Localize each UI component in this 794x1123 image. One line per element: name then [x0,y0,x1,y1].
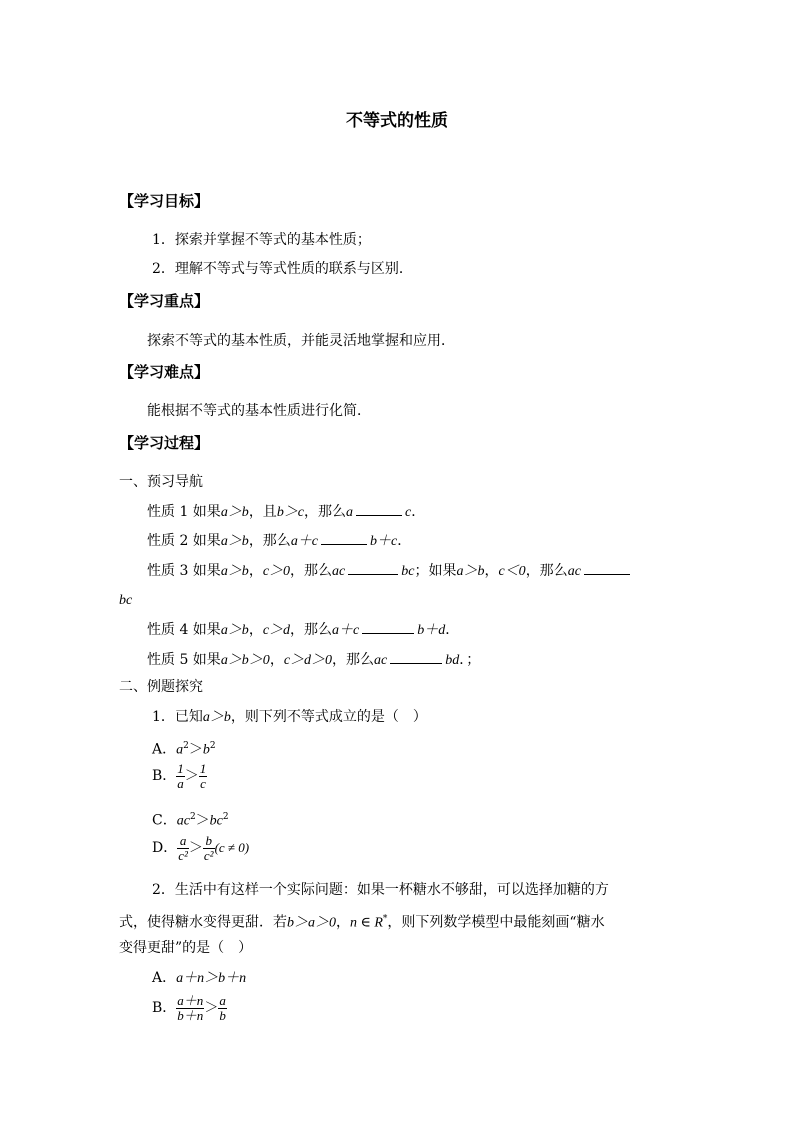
p5-then: ，那么 [332,652,375,668]
property-1 [147,501,425,523]
p4-sep: ， [248,622,263,638]
q1-b-den2: c [200,775,206,791]
q1-d-den1: c² [178,847,188,863]
difficulty-text: 能根据不等式的基本性质进行化简． [147,403,371,419]
p5-end: ．； [459,652,481,668]
p3-wrap: bc [119,593,133,608]
q2-b-label: B． [152,1000,177,1016]
q1-c-gt: ＞ [195,812,210,829]
q1-d-gt: ＞ [188,840,203,856]
q2-b-gt: ＞ [204,1000,219,1016]
p1-cond: a＞b [220,505,249,520]
p5-cond2: c＞d＞0 [283,653,333,668]
p3-sep: ， [248,563,263,579]
q2-a-label: A． [152,970,177,986]
p5-cond: a＞b＞0 [220,653,270,668]
q1-d-frac2 [203,834,215,863]
q1-a-expr: a [176,742,184,758]
q2-line2-sep: ， [336,914,350,931]
q1-a-exp: 2 [183,741,189,751]
property-3-wrap [119,590,132,611]
p4-cond: a＞b [220,623,249,638]
q1-b-den1: a [177,775,184,791]
p3-blank-1[interactable] [348,560,398,575]
q1-option-a[interactable] [152,736,216,761]
section-heading-difficulty: 【学习难点】 [119,363,210,381]
q2-line2-cond: b＞a＞0 [287,915,336,931]
q1-d-num1: a [177,834,189,849]
p4-label: 性质 4 如果 [147,622,221,638]
p3-mid: ；如果 [414,563,457,579]
p3-then: ，那么 [290,563,333,579]
p1-and: ，且 [248,504,277,520]
p3-lhs: ac [332,564,346,579]
q2-b-den2: b [219,1007,226,1023]
p2-then: ，那么 [248,533,291,549]
q1-b-gt: ＞ [184,768,199,784]
p1-then: ，那么 [304,504,347,520]
q1-d-label: D． [152,840,178,856]
q2-line-2 [119,909,605,934]
q1-c-expr: ac [176,813,190,829]
p1-label: 性质 1 如果 [147,504,221,520]
p3-cond3: a＞b [456,564,485,579]
q1-b-num2: 1 [199,760,207,776]
q1-d-den2: c² [203,847,214,863]
section-heading-process: 【学习过程】 [119,434,210,452]
q1-b-frac2 [199,762,208,791]
part2-heading: 二、例题探究 [119,679,203,695]
p4-then: ，那么 [290,622,333,638]
p2-label: 性质 2 如果 [147,533,221,549]
q1-stem-b: ，则下列不等式成立的是（ ） [230,709,427,725]
key-text: 探索不等式的基本性质，并能灵活地掌握和应用． [147,333,455,349]
p4-blank[interactable] [362,619,414,634]
p1-blank[interactable] [356,501,402,516]
p2-end: ． [397,533,412,549]
q1-option-b[interactable] [152,760,207,792]
goal-item-2: 2．理解不等式与等式性质的联系与区别． [152,261,413,277]
p3-blank-2[interactable] [584,560,630,575]
p1-end: ． [411,504,426,520]
q1-option-d[interactable] [152,832,249,864]
q1-option-c[interactable] [152,807,229,832]
p3-lhs2: ac [567,564,581,579]
q2-line2-sup: * [382,914,388,924]
p3-label: 性质 3 如果 [147,563,221,579]
q1-a-gt: ＞ [188,741,203,758]
part1-heading: 一、预习导航 [119,474,203,490]
p4-lhs: a＋c [332,623,360,638]
p2-blank[interactable] [321,530,367,545]
q1-c-exp: 2 [189,812,196,822]
q1-d-num2: b [203,834,215,849]
p5-rhs: bd [445,653,460,668]
q2-b-frac2 [218,994,227,1023]
q1-a-label: A． [152,741,177,758]
section-heading-goals: 【学习目标】 [119,192,210,210]
p3-then2: ，那么 [525,563,568,579]
q1-b-num1: 1 [177,760,184,776]
q2-b-num1: a＋n [177,992,204,1008]
p5-lhs: ac [374,653,388,668]
goal-item-1: 1．探索并掌握不等式的基本性质； [152,232,371,248]
q2-option-b[interactable] [152,992,227,1024]
p1-c: c [405,505,412,520]
property-2 [147,530,411,552]
q2-line2-b: ，则下列数学模型中最能刻画“糖水 [387,914,605,931]
p1-a: a [346,505,354,520]
p2-lhs: a＋c [290,534,319,549]
p5-label: 性质 5 如果 [147,652,221,668]
p3-cond4: c＜0 [498,564,526,579]
property-4 [147,619,459,641]
p4-cond2: c＞d [262,623,291,638]
p3-rhs: bc [401,564,415,579]
q1-d-cond: (c ≠ 0) [214,840,250,855]
q2-line2-a: 式，使得糖水变得更甜．若 [119,914,287,931]
p4-end: ． [445,622,460,638]
p1-cond2: b＞c [276,505,305,520]
q1-b-label: B． [152,768,177,784]
q1-a-exp2: 2 [209,741,216,751]
p5-blank[interactable] [390,649,442,664]
p2-rhs: b＋c [370,534,398,549]
q2-a-expr: a＋n＞b＋n [176,971,247,986]
q2-b-frac1 [176,994,204,1023]
p4-rhs: b＋d [417,623,446,638]
q1-c-exp2: 2 [222,812,229,822]
p3-cond2: c＞0 [262,564,291,579]
q1-b-frac1 [176,762,185,791]
q2-line-3: 变得更甜”的是（ ） [119,940,253,956]
q1-c-label: C． [152,812,177,829]
section-heading-key: 【学习重点】 [119,292,210,310]
p5-sep: ， [269,652,284,668]
q2-option-a[interactable] [152,968,246,989]
q2-line2-n: n ∈ R [350,915,383,931]
p3-sep2: ， [484,563,499,579]
property-3 [147,560,633,582]
property-5 [147,649,480,671]
q1-stem-cond: a＞b [202,710,231,725]
p3-cond: a＞b [220,564,249,579]
q2-b-den1: b＋n [177,1007,204,1023]
question-1-stem [152,707,427,728]
q1-stem-a: 1．已知 [152,709,203,725]
q1-a-expr2: b [202,742,210,758]
q2-b-num2: a [219,992,226,1008]
q1-c-expr2: bc [209,813,223,829]
q2-line-1: 2．生活中有这样一个实际问题：如果一杯糖水不够甜，可以选择加糖的方 [152,882,609,898]
p2-cond: a＞b [220,534,249,549]
page-title: 不等式的性质 [346,111,448,131]
q1-d-frac1 [177,834,189,863]
